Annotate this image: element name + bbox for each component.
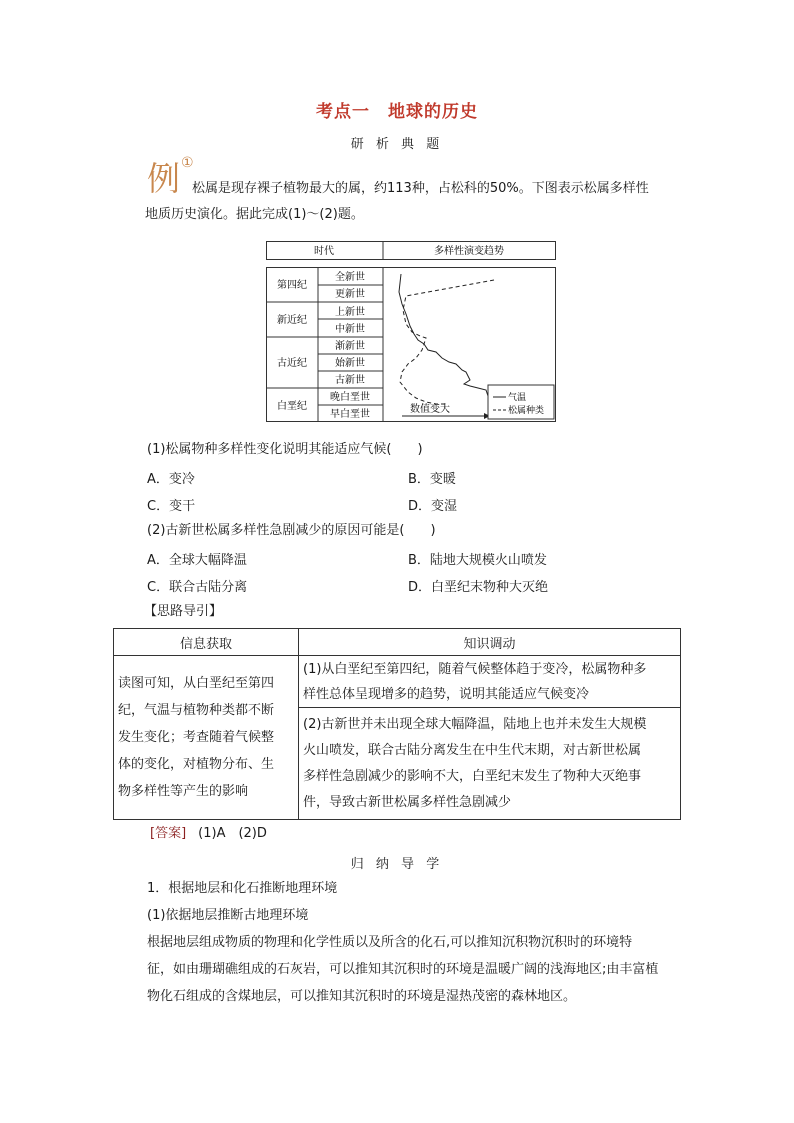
example-intro-line2: 地质历史演化。据此完成(1)～(2)题。: [145, 207, 364, 222]
info-line: 纪，气温与植物种类都不断: [118, 703, 275, 718]
arrow-label: 数值变大: [410, 404, 450, 415]
info-line: 读图可知，从白垩纪至第四: [118, 676, 275, 691]
q1-option-b[interactable]: B．变暖: [408, 472, 456, 487]
epoch-pliocene: 上新世: [335, 307, 365, 318]
period-paleogene: 古近纪: [277, 358, 307, 369]
knowledge-line: 多样性急剧减少的影响不大，白垩纪末发生了物种大灭绝事: [303, 768, 642, 784]
summary-point-1: 1．根据地层和化石推断地理环境: [147, 881, 338, 896]
species-curve: [400, 280, 494, 404]
knowledge-cell-2: [299, 708, 681, 820]
question-1-stem: (1)松属物种多样性变化说明其能适应气候( ): [147, 442, 423, 457]
summary-paragraph-line: 物化石组成的含煤地层，可以推知其沉积时的环境是湿热茂密的森林地区。: [147, 989, 577, 1004]
knowledge-line: 件，导致古新世松属多样性急剧减少: [303, 794, 512, 810]
epoch-late-cretaceous: 晚白垩世: [330, 392, 370, 403]
knowledge-line: (2)古新世并未出现全球大幅降温，陆地上也并未发生大规模: [303, 716, 647, 732]
q2-option-c[interactable]: C．联合古陆分离: [147, 580, 248, 595]
summary-paragraph-line: 根据地层组成物质的物理和化学性质以及所含的化石,可以推知沉积物沉积时的环境特: [147, 935, 633, 950]
q1-option-a[interactable]: A．变冷: [147, 472, 195, 487]
epoch-eocene: 始新世: [335, 358, 365, 369]
knowledge-line: (1)从白垩纪至第四纪，随着气候整体趋于变冷，松属物种多: [303, 661, 647, 677]
knowledge-line: 样性总体呈现增多的趋势，说明其能适应气候变冷: [303, 686, 590, 702]
header-era: 时代: [314, 246, 334, 257]
example-label: 例①: [147, 155, 194, 198]
info-line: 体的变化，对植物分布、生: [118, 757, 275, 772]
answer-row: [150, 825, 267, 842]
example-number: ①: [181, 155, 194, 171]
guide-table: [113, 628, 681, 820]
info-line: 物多样性等产生的影响: [118, 784, 249, 799]
head-info: 信息获取: [114, 629, 299, 656]
header-trend: 多样性演变趋势: [434, 246, 504, 257]
epoch-oligocene: 渐新世: [335, 341, 365, 352]
summary-sub-1: (1)依据地层推断古地理环境: [147, 908, 309, 923]
answer-text: (1)A (2)D: [198, 826, 267, 841]
q1-option-c[interactable]: C．变干: [147, 499, 196, 514]
legend-species: 松属种类: [508, 406, 545, 416]
knowledge-cell-1: [299, 656, 681, 708]
guide-label: 【思路导引】: [144, 604, 223, 619]
epoch-holocene: 全新世: [335, 272, 365, 283]
q2-option-b[interactable]: B．陆地大规模火山喷发: [408, 553, 547, 568]
q2-option-a[interactable]: A．全球大幅降温: [147, 553, 247, 568]
summary-title: 归 纳 导 学: [350, 857, 444, 872]
knowledge-line: 火山喷发，联合古陆分离发生在中生代末期，对古新世松属: [303, 742, 642, 758]
info-line: 发生变化；考查随着气候整: [118, 730, 275, 745]
info-cell: [114, 656, 299, 820]
page-title: 考点一 地球的历史: [316, 102, 478, 122]
period-cretaceous: 白垩纪: [277, 401, 307, 412]
q1-option-d[interactable]: D．变湿: [408, 499, 458, 514]
section-subtitle: 研 析 典 题: [350, 137, 444, 152]
diversity-chart: [266, 240, 558, 424]
diversity-figure: [266, 240, 558, 428]
summary-paragraph-line: 征，如由珊瑚礁组成的石灰岩，可以推知其沉积时的环境是温暖广阔的浅海地区;由丰富植: [147, 962, 659, 977]
example-intro-line1: 松属是现存裸子植物最大的属，约113种，占松科的50%。下图表示松属多样性: [192, 181, 649, 196]
epoch-pleistocene: 更新世: [335, 289, 365, 300]
temperature-curve: [399, 274, 488, 396]
epoch-paleocene: 古新世: [335, 375, 365, 386]
head-knowledge: 知识调动: [299, 629, 681, 656]
legend-temperature: 气温: [508, 393, 527, 403]
question-2-stem: (2)古新世松属多样性急剧减少的原因可能是( ): [147, 523, 436, 538]
epoch-early-cretaceous: 早白垩世: [330, 409, 370, 420]
epoch-miocene: 中新世: [335, 324, 365, 335]
period-quaternary: 第四纪: [277, 280, 307, 291]
period-neogene: 新近纪: [277, 315, 307, 326]
answer-label: [答案]: [150, 826, 187, 841]
q2-option-d[interactable]: D．白垩纪末物种大灭绝: [408, 580, 549, 595]
